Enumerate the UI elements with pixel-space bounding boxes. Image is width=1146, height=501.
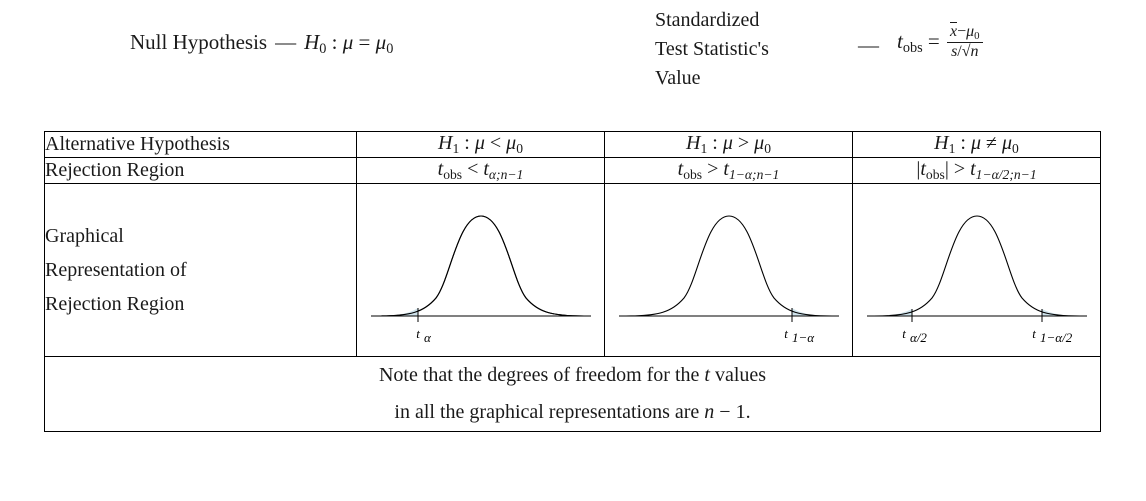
- null-hypothesis-math: $H_0$ : $\mu = \mu_0$: [304, 30, 394, 57]
- rejection-region-two: $|t_{obs}| > t_{1-\alpha/2;n-1}$: [853, 157, 1101, 183]
- hypothesis-test-table: [44, 131, 1101, 432]
- alt-hypothesis-two: $H_1$ : $\mu \ne \mu_0$: [853, 132, 1101, 158]
- plot-left-tailed: [357, 183, 605, 356]
- table-row-note: [45, 356, 1101, 431]
- null-hypothesis-dash: —: [275, 30, 297, 54]
- axis-label-t-alpha-half: t: [901, 325, 906, 341]
- axis-label-t-one-minus-alpha-half: t: [1031, 325, 1036, 341]
- note-cell: [45, 356, 1101, 431]
- note-line1: Note that the degrees of freedom for the t values: [378, 363, 767, 386]
- svg-text:1−α: 1−α: [791, 329, 814, 345]
- header-block: [0, 0, 1146, 112]
- note-line2: in all the graphical representations are n − 1.: [394, 400, 751, 423]
- left-tailed-curve: [366, 186, 596, 354]
- right-tailed-curve: [614, 186, 844, 354]
- null-hypothesis-label: Null Hypothesis: [130, 30, 268, 54]
- axis-label-t-alpha: t: [415, 325, 420, 341]
- row-label-alternative-hypothesis: Alternative Hypothesis: [45, 132, 357, 158]
- two-tailed-curve: [862, 186, 1092, 354]
- alt-hypothesis-right: $H_1$ : $\mu > \mu_0$: [605, 132, 853, 158]
- svg-text:1−α/2: 1−α/2: [1039, 329, 1072, 345]
- graph-label-line3: Rejection Region: [45, 292, 185, 315]
- null-hypothesis-line: [130, 30, 393, 58]
- table-row-rejection-region: [45, 157, 1101, 183]
- test-statistic-label: [655, 6, 845, 93]
- rejection-region-right: $t_{obs} > t_{1-\alpha;n-1}$: [605, 157, 853, 183]
- axis-label-t-one-minus-alpha: t: [783, 325, 788, 341]
- graph-label-line2: Representation of: [45, 258, 187, 281]
- test-statistic-math: $t_{obs}$ = $\frac{x-\mu_0}{s/√n}$: [897, 24, 985, 62]
- test-statistic-label-line2: Test Statistic's: [655, 38, 769, 60]
- row-label-graphical-representation: [45, 183, 357, 356]
- test-statistic-label-line3: Value: [655, 67, 701, 89]
- plot-right-tailed: [605, 183, 853, 356]
- graph-label-line1: Graphical: [45, 224, 124, 247]
- test-statistic-label-line1: Standardized: [655, 9, 760, 31]
- rejection-region-left: $t_{obs} < t_{\alpha;n-1}$: [357, 157, 605, 183]
- table-row-alternative-hypothesis: [45, 132, 1101, 158]
- svg-text:α/2: α/2: [909, 329, 927, 345]
- svg-text:α: α: [423, 329, 431, 345]
- row-label-rejection-region: Rejection Region: [45, 157, 357, 183]
- alt-hypothesis-left: $H_1$ : $\mu < \mu_0$: [357, 132, 605, 158]
- plot-two-tailed: [853, 183, 1101, 356]
- table-row-graphical-representation: [45, 183, 1101, 356]
- test-statistic-dash: —: [858, 33, 879, 57]
